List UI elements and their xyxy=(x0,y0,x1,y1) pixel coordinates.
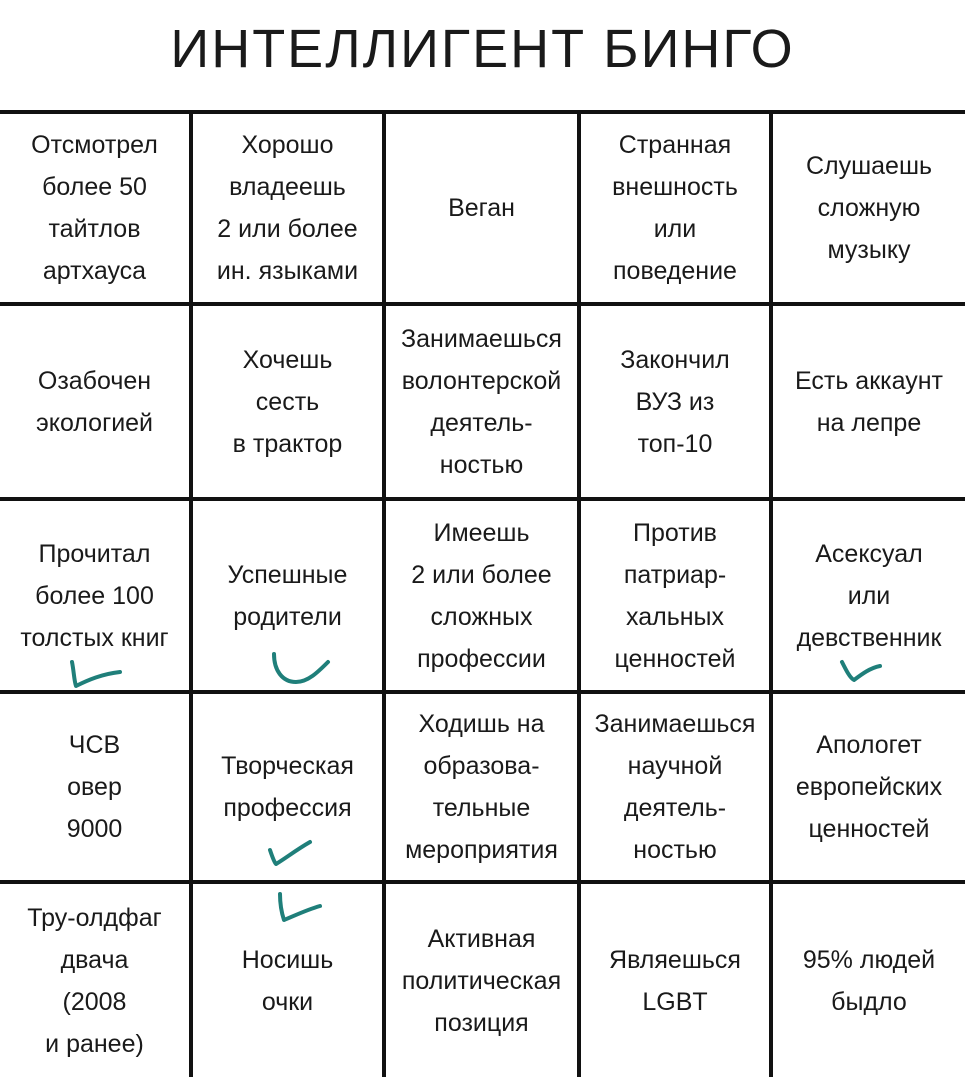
cell-text: Занимаешься волонтерской деятель- ностью xyxy=(401,324,562,479)
bingo-cell[interactable] xyxy=(193,114,382,302)
bingo-cell[interactable] xyxy=(386,114,577,302)
cell-text: Отсмотрел более 50 тайтлов артхауса xyxy=(31,131,158,285)
cell-text: Апологет европейских ценностей xyxy=(795,731,943,843)
checkmark-icon xyxy=(270,888,326,928)
checkmark-icon xyxy=(266,648,336,690)
cell-text: 95% людей быдло xyxy=(802,945,936,1016)
cell-text: Носишь очки xyxy=(241,945,334,1016)
bingo-cell[interactable] xyxy=(0,114,189,302)
bingo-cell[interactable] xyxy=(386,884,577,1077)
cell-text: Странная внешность или поведение xyxy=(612,131,738,285)
bingo-cell[interactable] xyxy=(581,884,769,1077)
bingo-cell[interactable] xyxy=(773,884,965,1077)
bingo-cell[interactable] xyxy=(386,306,577,497)
bingo-cell[interactable] xyxy=(581,694,769,880)
cell-text: Хорошо владеешь 2 или более ин. языками xyxy=(216,131,359,285)
cell-text: ЧСВ овер 9000 xyxy=(66,731,123,843)
bingo-cell[interactable] xyxy=(773,694,965,880)
bingo-cell[interactable] xyxy=(193,306,382,497)
cell-text: Хочешь сесть в трактор xyxy=(232,345,343,458)
cell-text: Тру-олдфаг двача (2008 и ранее) xyxy=(27,903,162,1058)
cell-text: Слушаешь сложную музыку xyxy=(805,152,933,264)
checkmark-icon xyxy=(64,658,128,692)
bingo-cell[interactable] xyxy=(581,114,769,302)
checkmark-icon xyxy=(836,656,886,686)
cell-text: Ходишь на образова- тельные мероприятия xyxy=(405,710,558,864)
bingo-cell[interactable] xyxy=(773,114,965,302)
cell-text: Успешные родители xyxy=(227,560,348,631)
cell-text: Являешься LGBT xyxy=(609,945,741,1016)
cell-text: Закончил ВУЗ из топ-10 xyxy=(620,345,730,458)
cell-text: Занимаешься научной деятель- ностью xyxy=(594,710,756,864)
cell-text: Имеешь 2 или более сложных профессии xyxy=(411,518,552,673)
cell-text: Прочитал более 100 толстых книг xyxy=(20,539,169,652)
cell-text: Есть аккаунт на лепре xyxy=(794,366,944,437)
cell-text: Против патриар- хальных ценностей xyxy=(614,518,736,673)
cell-text: Озабочен экологией xyxy=(35,366,154,437)
bingo-cell[interactable] xyxy=(0,306,189,497)
cell-text: Веган xyxy=(448,194,515,222)
bingo-cell[interactable] xyxy=(581,306,769,497)
bingo-cell[interactable] xyxy=(0,694,189,880)
cell-text: Творческая профессия xyxy=(221,752,354,822)
bingo-cell[interactable] xyxy=(0,884,189,1077)
cell-text: Асексуал или девственник xyxy=(796,539,942,652)
checkmark-icon xyxy=(264,836,316,870)
bingo-cell[interactable] xyxy=(581,501,769,690)
bingo-cell[interactable] xyxy=(386,501,577,690)
bingo-cell[interactable] xyxy=(386,694,577,880)
page-title: ИНТЕЛЛИГЕНТ БИНГО xyxy=(170,19,795,79)
cell-text: Активная политическая позиция xyxy=(401,924,562,1037)
bingo-cell[interactable] xyxy=(773,306,965,497)
